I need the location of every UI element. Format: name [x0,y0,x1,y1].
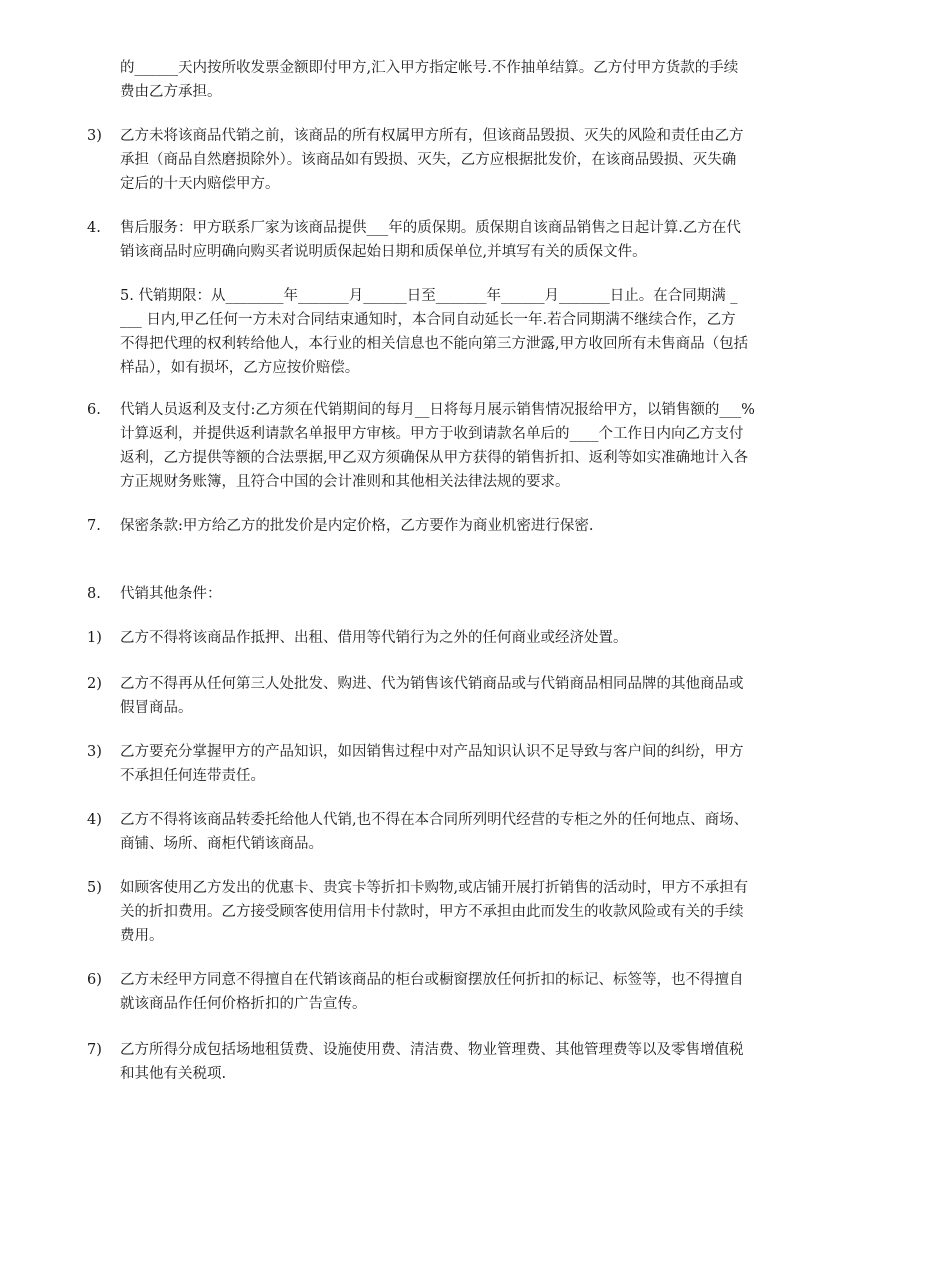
sub-clause-line: 乙方要充分掌握甲方的产品知识，如因销售过程中对产品知识认识不足导致与客户间的纠纷，甲方 [120,744,744,760]
item-line: 代销其他条件： [120,586,222,602]
sub-clause-line: 乙方不得再从任何第三人处批发、购进、代为销售该代销商品或与代销商品相同品牌的其他商品或 [120,676,744,692]
sub-clause-line: 就该商品作任何价格折扣的广告宣传。 [120,996,367,1012]
item-line: 代销人员返利及支付:乙方须在代销期间的每月__日将每月展示销售情况报给甲方，以销售额的___% [120,402,755,418]
item-line: 不得把代理的权利转给他人，本行业的相关信息也不能向第三方泄露,甲方收回所有未售商品（包括 [120,336,749,352]
clause-number: 3) [87,128,102,144]
sub-clause-number: 2) [87,676,102,692]
sub-clause-line: 乙方所得分成包括场地租赁费、设施使用费、清洁费、物业管理费、其他管理费等以及零售增值税 [120,1042,744,1058]
clause-line: 承担（商品自然磨损除外）。该商品如有毁损、灭失，乙方应根据批发价，在该商品毁损、灭失确 [120,152,737,168]
sub-clause-line: 假冒商品。 [120,700,193,716]
item-line: 计算返利，并提供返利请款名单报甲方审核。甲方于收到请款名单后的____个工作日内向乙方支付 [120,426,744,442]
item-line: 5. 代销期限：从________年_______月______日至_______年______月_______日止。在合同期满 _ [120,288,738,304]
intro-line: 费由乙方承担。 [120,84,222,100]
clause-line: 乙方未将该商品代销之前，该商品的所有权属甲方所有，但该商品毁损、灭失的风险和责任由乙方 [120,128,744,144]
clause-line: 定后的十天内赔偿甲方。 [120,176,280,192]
item-number: 6. [87,402,101,418]
sub-clause-number: 7) [87,1042,102,1058]
sub-clause-number: 1) [87,630,102,646]
sub-clause-line: 商铺、场所、商柜代销该商品。 [120,836,323,852]
sub-clause-line: 和其他有关税项. [120,1066,227,1082]
sub-clause-line: 乙方不得将该商品作抵押、出租、借用等代销行为之外的任何商业或经济处置。 [120,630,628,646]
sub-clause-number: 5) [87,880,102,896]
sub-clause-number: 6) [87,972,102,988]
item-line: 样品），如有损坏，乙方应按价赔偿。 [120,360,360,376]
sub-clause-line: 乙方未经甲方同意不得擅自在代销该商品的柜台或橱窗摆放任何折扣的标记、标签等，也不得擅自 [120,972,744,988]
sub-clause-line: 关的折扣费用。乙方接受顾客使用信用卡付款时，甲方不承担由此而发生的收款风险或有关的手续 [120,904,744,920]
item-line: 售后服务：甲方联系厂家为该商品提供___年的质保期。质保期自该商品销售之日起计算.乙方在代 [120,220,741,236]
item-number: 7. [87,518,101,534]
item-line: 方正规财务账簿，且符合中国的会计准则和其他相关法律法规的要求。 [120,474,570,490]
sub-clause-number: 3) [87,744,102,760]
item-line: 保密条款:甲方给乙方的批发价是内定价格，乙方要作为商业机密进行保密. [120,518,594,534]
intro-line: 的______天内按所收发票金额即付甲方,汇入甲方指定帐号.不作抽单结算。乙方付甲方货款的手续 [120,60,739,76]
sub-clause-line: 乙方不得将该商品转委托给他人代销,也不得在本合同所列明代经营的专柜之外的任何地点、商场、 [120,812,749,828]
item-number: 4. [87,220,101,236]
item-number: 8. [87,586,101,602]
sub-clause-number: 4) [87,812,102,828]
sub-clause-line: 费用。 [120,928,164,944]
sub-clause-line: 如顾客使用乙方发出的优惠卡、贵宾卡等折扣卡购物,或店铺开展打折销售的活动时，甲方不承担有 [120,880,749,896]
sub-clause-line: 不承担任何连带责任。 [120,768,265,784]
item-line: 返利，乙方提供等额的合法票据,甲乙双方须确保从甲方获得的销售折扣、返利等如实准确地计入各 [120,450,749,466]
item-line: 销该商品时应明确向购买者说明质保起始日期和质保单位,并填写有关的质保文件。 [120,244,647,260]
item-line: ___ 日内,甲乙任何一方未对合同结束通知时，本合同自动延长一年.若合同期满不继续合作，乙方 [120,312,736,328]
